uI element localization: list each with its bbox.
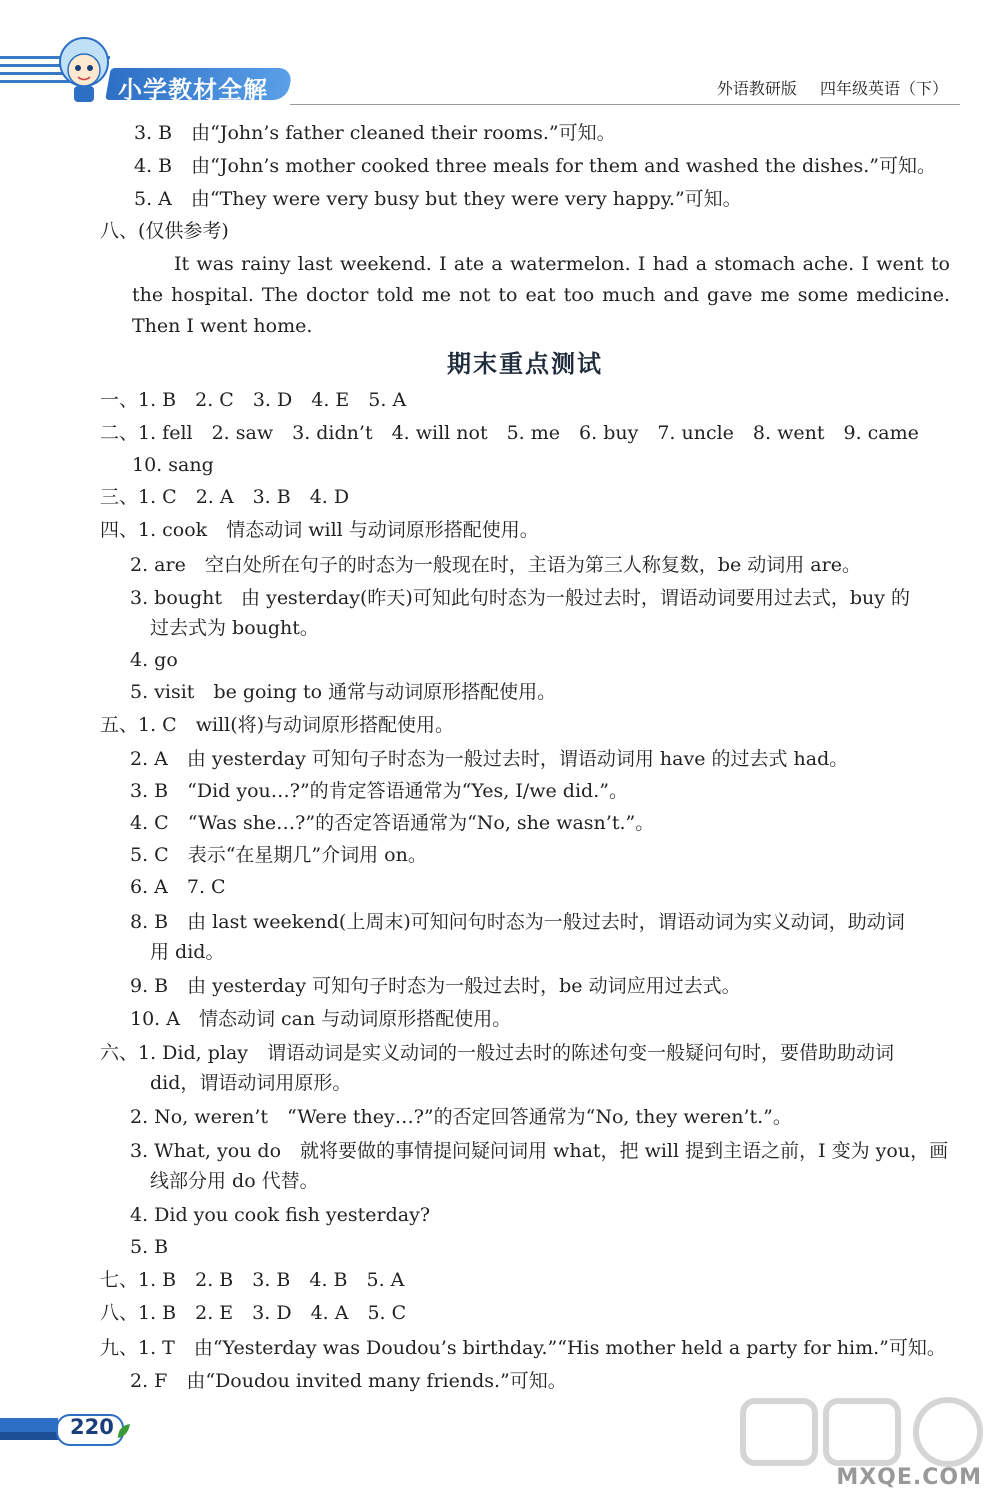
answer-line: 二、1. fell 2. saw 3. didn’t 4. will not 5. me 6. buy 7. uncle 8. went 9. came	[100, 422, 919, 444]
header-divider	[290, 104, 960, 105]
answer-line: 5. C 表示“在星期几”介词用 on。	[130, 844, 427, 866]
answer-line: 2. are 空白处所在句子的时态为一般现在时，主语为第三人称复数，be 动词用 are。	[130, 554, 861, 576]
answer-line: 五、1. C will(将)与动词原形搭配使用。	[100, 714, 455, 736]
page-header	[0, 0, 1000, 110]
answer-line: 用 did。	[150, 941, 225, 963]
watermark-text: MXQE.COM	[836, 1465, 982, 1490]
logo-text: 小学教材全解	[118, 76, 268, 104]
answer-line: 5. visit be going to 通常与动词原形搭配使用。	[130, 681, 557, 703]
answer-line: 2. F 由“Doudou invited many friends.”可知。	[130, 1370, 567, 1392]
answer-line: 四、1. cook 情态动词 will 与动词原形搭配使用。	[100, 519, 539, 541]
answer-line: 8. B 由 last weekend(上周末)可知问句时态为一般过去时，谓语动词为实义动词，助动词	[130, 911, 905, 933]
answer-line: 一、1. B 2. C 3. D 4. E 5. A	[100, 389, 407, 411]
section-title: 期末重点测试	[447, 350, 603, 378]
answer-line: 八、1. B 2. E 3. D 4. A 5. C	[100, 1302, 407, 1324]
answer-line: 10. A 情态动词 can 与动词原形搭配使用。	[130, 1008, 512, 1030]
header-book-info	[699, 76, 948, 99]
answer-line: 5. B	[130, 1236, 169, 1258]
answer-line: 9. B 由 yesterday 可知句子时态为一般过去时，be 动词应用过去式。	[130, 975, 741, 997]
answer-line: 10. sang	[132, 454, 214, 476]
answer-line: 5. A 由“They were very busy but they were very happy.”可知。	[134, 188, 742, 210]
answer-line: did，谓语动词用原形。	[150, 1072, 352, 1094]
answer-line: 六、1. Did, play 谓语动词是实义动词的一般过去时的陈述句变一般疑问句时，要借助助动词	[100, 1042, 895, 1064]
edition-label: 外语教研版	[716, 79, 797, 98]
answer-line: 三、1. C 2. A 3. B 4. D	[100, 486, 350, 508]
answer-line: 4. Did you cook fish yesterday?	[130, 1204, 431, 1226]
answer-line: 线部分用 do 代替。	[150, 1170, 319, 1192]
answer-line: 3. What, you do 就将要做的事情提问疑问词用 what，把 will 提到主语之前，I 变为 you，画	[130, 1140, 949, 1162]
answer-line: 过去式为 bought。	[150, 617, 319, 639]
answer-line: 2. A 由 yesterday 可知句子时态为一般过去时，谓语动词用 have 的过去式 had。	[130, 748, 849, 770]
answer-line: 4. C “Was she…?”的否定答语通常为“No, she wasn’t.”。	[130, 812, 655, 834]
answer-line: 七、1. B 2. B 3. B 4. B 5. A	[100, 1269, 405, 1291]
answer-line: 3. B “Did you…?”的肯定答语通常为“Yes, I/we did.”。	[130, 780, 628, 802]
mascot-icon	[44, 30, 124, 110]
answer-line: 4. go	[130, 649, 178, 671]
section-heading: 八、(仅供参考)	[100, 220, 229, 242]
answer-line: 2. No, weren’t “Were they…?”的否定回答通常为“No, they weren’t.”。	[130, 1106, 792, 1128]
sample-paragraph: It was rainy last weekend. I ate a watermelon. I had a stomach ache. I went to the hospital. The doctor told me not to eat too much and gave me some medicine. Then I went home.	[132, 253, 950, 337]
answer-line: 6. A 7. C	[130, 876, 226, 898]
subject-label: 四年级英语（下）	[819, 79, 948, 98]
answer-line: 4. B 由“John’s mother cooked three meals for them and washed the dishes.”可知。	[134, 155, 936, 177]
answer-line: 九、1. T 由“Yesterday was Doudou’s birthday.”“His mother held a party for him.”可知。	[100, 1337, 946, 1359]
page-number: 220	[70, 1415, 114, 1439]
answer-line: 3. bought 由 yesterday(昨天)可知此句时态为一般过去时，谓语动词要用过去式，buy 的	[130, 587, 910, 609]
leaf-icon	[116, 1422, 132, 1440]
answer-line: 3. B 由“John’s father cleaned their rooms.”可知。	[134, 122, 616, 144]
